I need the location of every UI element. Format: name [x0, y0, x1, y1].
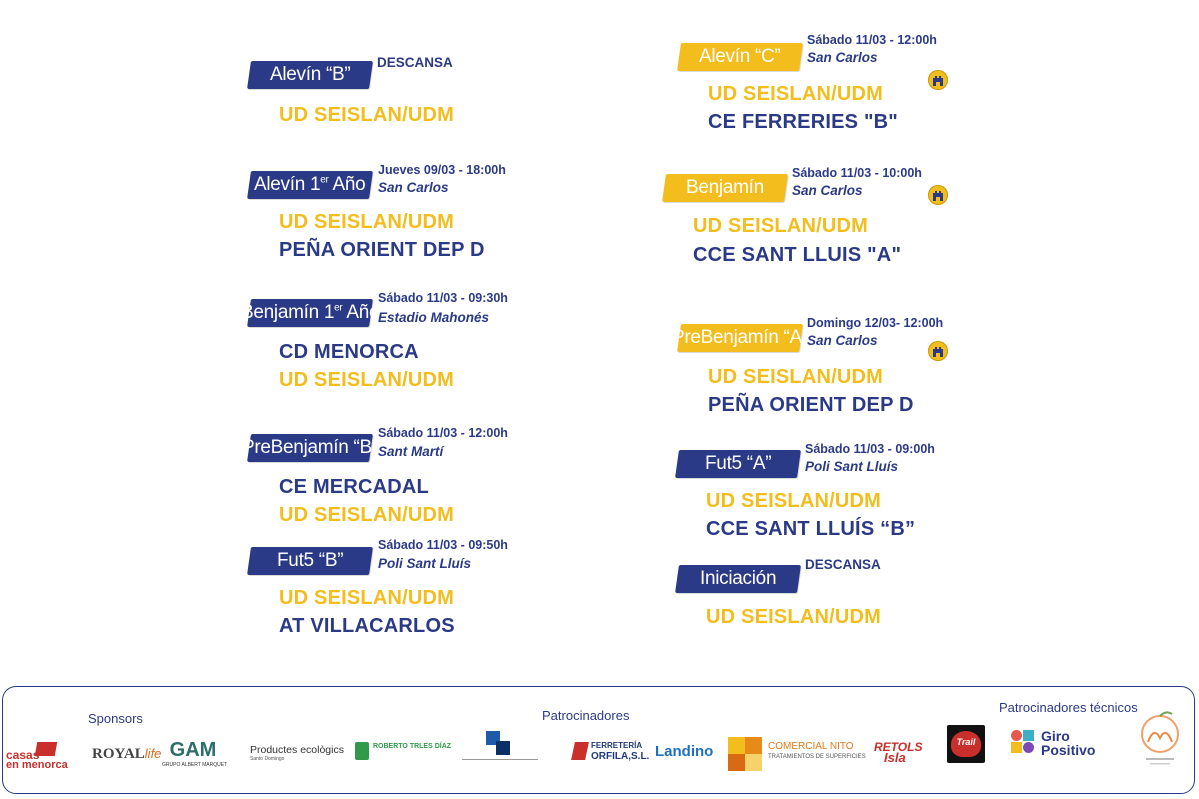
comercial-nito-logo: COMERCIAL NITO TRATAMIENTOS DE SUPERFICIES	[728, 737, 852, 771]
team-home: UD SEISLAN/UDM	[279, 104, 455, 126]
partners-logo	[462, 731, 538, 773]
team-home: CD MENORCA	[279, 341, 419, 363]
landino-logo: Landino	[655, 743, 714, 760]
match-venue: San Carlos	[807, 333, 878, 348]
team-home: UD SEISLAN/UDM	[708, 83, 884, 105]
category-tag: Alevín “B”	[247, 61, 373, 89]
match-venue: Sant Martí	[378, 444, 444, 459]
team-home: CE MERCADAL	[279, 476, 429, 498]
team-away: CCE SANT LLUÍS “B”	[706, 518, 916, 540]
category-tag: Benjamín 1er Año	[247, 299, 373, 327]
match-venue: Estadio Mahonés	[378, 310, 490, 325]
sponsors-label: Sponsors	[88, 711, 143, 726]
gam-logo: GAM GRUPO ALBERT MARQUET	[162, 739, 228, 768]
match-date: Jueves 09/03 - 18:00h	[378, 163, 506, 177]
giro-positivo-logo: Giro Positivo	[1011, 728, 1123, 764]
peach-logo	[1138, 708, 1182, 770]
productes-ecologics-logo: Productes ecològics Santo Domingo	[250, 744, 344, 762]
category-tag: PreBenjamín “B”	[247, 434, 373, 462]
category-tag: Fut5 “B”	[247, 547, 373, 575]
casas-en-menorca-logo: casas en menorca	[6, 742, 82, 774]
match-date: Sábado 11/03 - 09:30h	[378, 291, 508, 305]
castle-icon	[928, 70, 948, 90]
category-tag: Alevín “C”	[677, 43, 803, 71]
team-home: UD SEISLAN/UDM	[279, 211, 455, 233]
team-away: UD SEISLAN/UDM	[279, 369, 455, 391]
match-date: Sábado 11/03 - 12:00h	[807, 33, 937, 47]
team-home: UD SEISLAN/UDM	[693, 215, 869, 237]
match-date: Domingo 12/03- 12:00h	[807, 316, 944, 330]
match-venue: Poli Sant Lluís	[805, 459, 899, 474]
team-home: UD SEISLAN/UDM	[279, 587, 455, 609]
team-home: UD SEISLAN/UDM	[706, 490, 882, 512]
category-tag: PreBenjamín “A”	[677, 324, 803, 352]
team-away: AT VILLACARLOS	[279, 615, 455, 637]
retols-isla-logo: RETOLS Isla	[874, 740, 923, 765]
peach-icon	[1138, 708, 1182, 770]
match-date: Sábado 11/03 - 12:00h	[378, 426, 508, 440]
team-away: CCE SANT LLUIS "A"	[693, 244, 902, 266]
team-away: UD SEISLAN/UDM	[279, 504, 455, 526]
match-venue: San Carlos	[792, 183, 863, 198]
match-venue: San Carlos	[378, 180, 449, 195]
royal-life-logo: ROYALlife	[92, 746, 162, 762]
rest-note: DESCANSA	[805, 557, 881, 572]
roberto-logo: ROBERTO TRLES DÍAZ	[355, 740, 439, 764]
trail-logo: Trail	[947, 725, 985, 763]
castle-icon	[928, 185, 948, 205]
team-away: PEÑA ORIENT DEP D	[279, 239, 485, 261]
rest-note: DESCANSA	[377, 55, 453, 70]
castle-icon	[928, 341, 948, 361]
category-tag: Benjamín	[662, 174, 788, 202]
patrocinadores-label: Patrocinadores	[542, 708, 630, 723]
match-date: Sábado 11/03 - 09:00h	[805, 442, 935, 456]
team-away: PEÑA ORIENT DEP D	[708, 394, 914, 416]
match-venue: Poli Sant Lluís	[378, 556, 472, 571]
team-home: UD SEISLAN/UDM	[708, 366, 884, 388]
team-away: CE FERRERIES "B"	[708, 111, 898, 133]
match-date: Sábado 11/03 - 09:50h	[378, 538, 508, 552]
team-home: UD SEISLAN/UDM	[706, 606, 882, 628]
category-tag: Fut5 “A”	[675, 450, 801, 478]
match-date: Sábado 11/03 - 10:00h	[792, 166, 922, 180]
match-venue: San Carlos	[807, 50, 878, 65]
patrocinadores-tecnicos-label: Patrocinadores técnicos	[999, 700, 1138, 715]
category-tag: Iniciación	[675, 565, 801, 593]
category-tag: Alevín 1er Año	[247, 171, 373, 199]
